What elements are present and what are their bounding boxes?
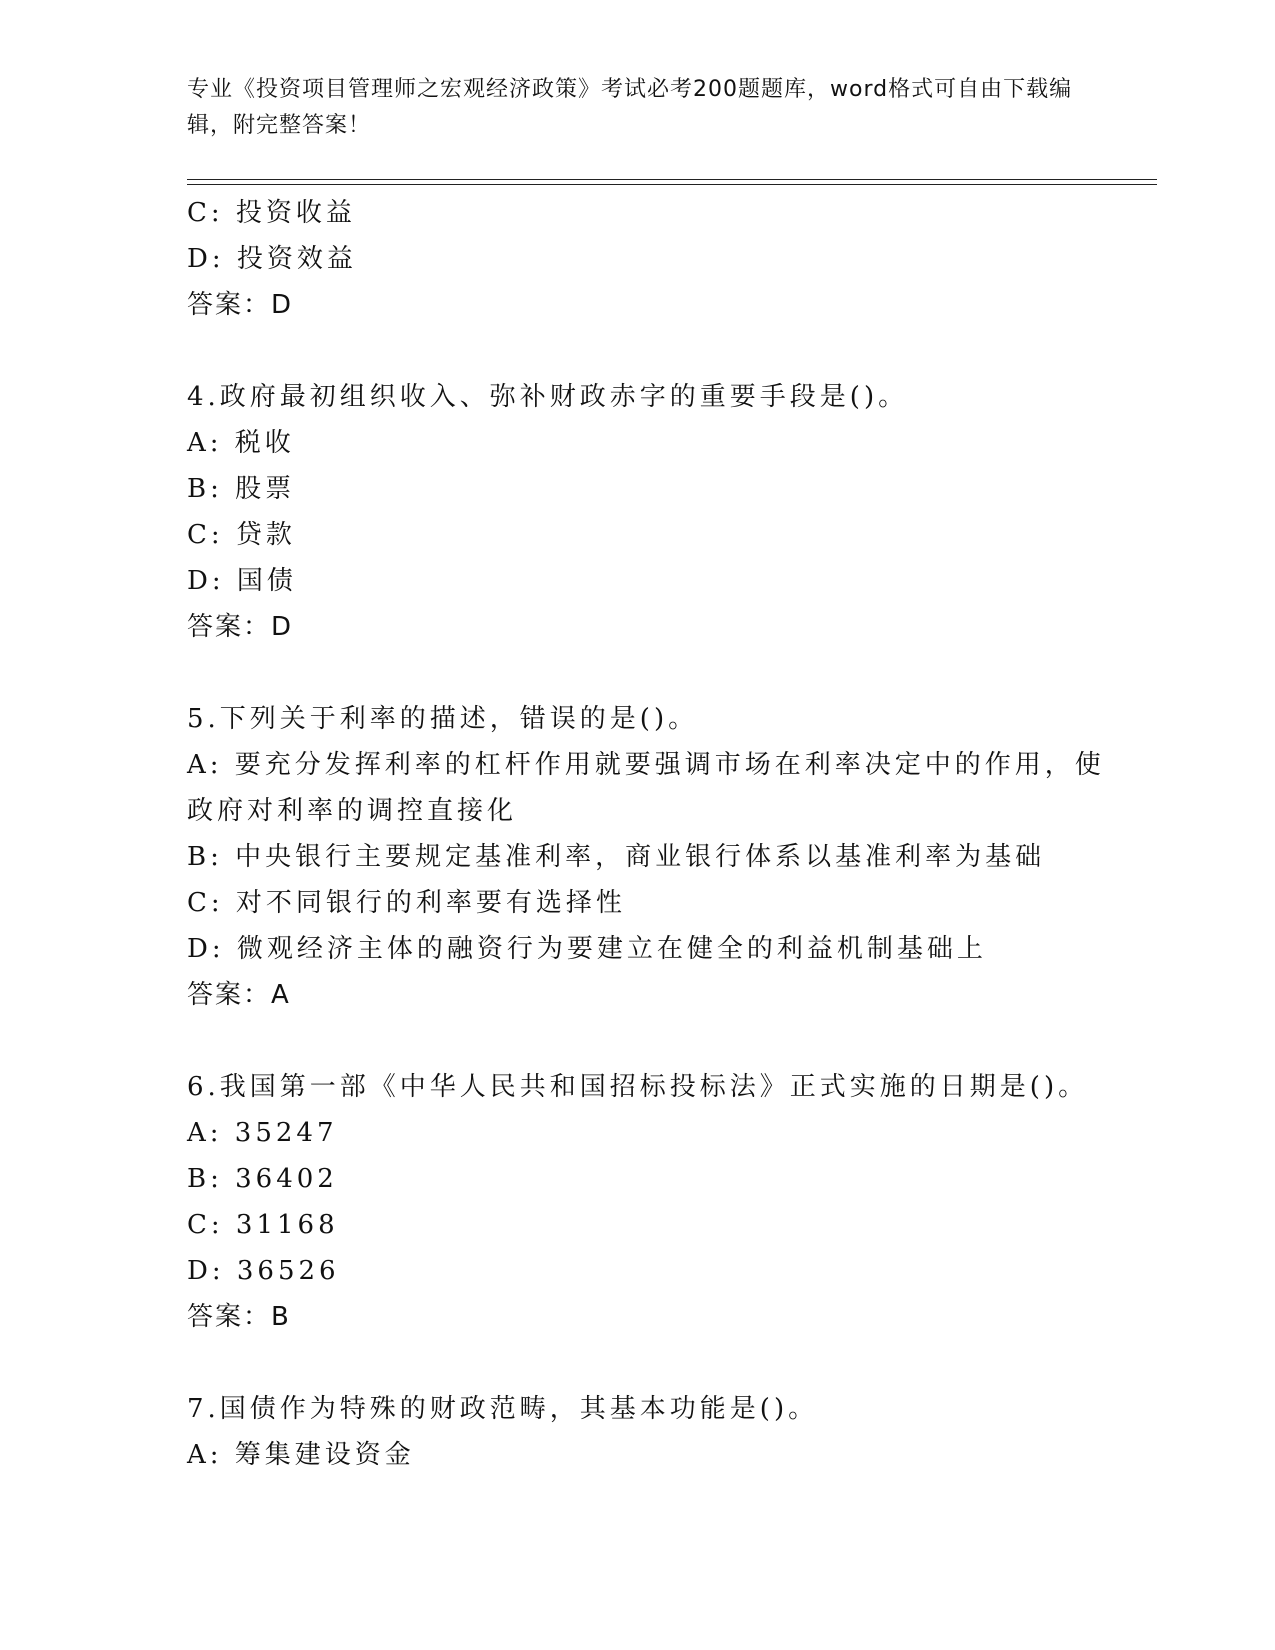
option-b: B: 36402	[187, 1164, 338, 1194]
spacer	[187, 328, 1087, 374]
answer-line: 答案：B	[187, 1302, 291, 1332]
spacer	[187, 1018, 1087, 1064]
option-a: A: 35247	[187, 1118, 338, 1148]
question-stem: 4.政府最初组织收入、弥补财政赤字的重要手段是()。	[187, 382, 909, 412]
option-b: B: 股票	[187, 474, 296, 504]
option-d: D: 投资效益	[187, 244, 357, 274]
option-a: A: 要充分发挥利率的杠杆作用就要强调市场在利率决定中的作用，使	[187, 750, 1105, 780]
question-stem: 7.国债作为特殊的财政范畴，其基本功能是()。	[187, 1394, 819, 1424]
option-a: A: 筹集建设资金	[187, 1440, 415, 1470]
option-a-continuation: 政府对利率的调控直接化	[187, 796, 518, 826]
answer-line: 答案：D	[187, 290, 294, 320]
spacer	[187, 650, 1087, 696]
header-rule-top	[187, 179, 1157, 180]
option-d: D: 36526	[187, 1256, 340, 1286]
question-content	[187, 190, 1105, 1478]
answer-line: 答案：A	[187, 980, 291, 1010]
option-b: B: 中央银行主要规定基准利率，商业银行体系以基准利率为基础	[187, 842, 1046, 872]
option-c: C: 投资收益	[187, 198, 356, 228]
answer-line: 答案：D	[187, 612, 294, 642]
option-c: C: 贷款	[187, 520, 296, 550]
document-header: 专业《投资项目管理师之宏观经济政策》考试必考200题题库，word格式可自由下载编辑，附完整答案！	[187, 77, 1073, 138]
question-stem: 6.我国第一部《中华人民共和国招标投标法》正式实施的日期是()。	[187, 1072, 1089, 1102]
question-stem: 5.下列关于利率的描述，错误的是()。	[187, 704, 699, 734]
option-a: A: 税收	[187, 428, 295, 458]
header-rule-bottom	[187, 184, 1157, 185]
option-d: D: 国债	[187, 566, 297, 596]
spacer	[187, 1340, 1087, 1386]
option-d: D: 微观经济主体的融资行为要建立在健全的利益机制基础上	[187, 934, 987, 964]
option-c: C: 对不同银行的利率要有选择性	[187, 888, 626, 918]
option-c: C: 31168	[187, 1210, 339, 1240]
